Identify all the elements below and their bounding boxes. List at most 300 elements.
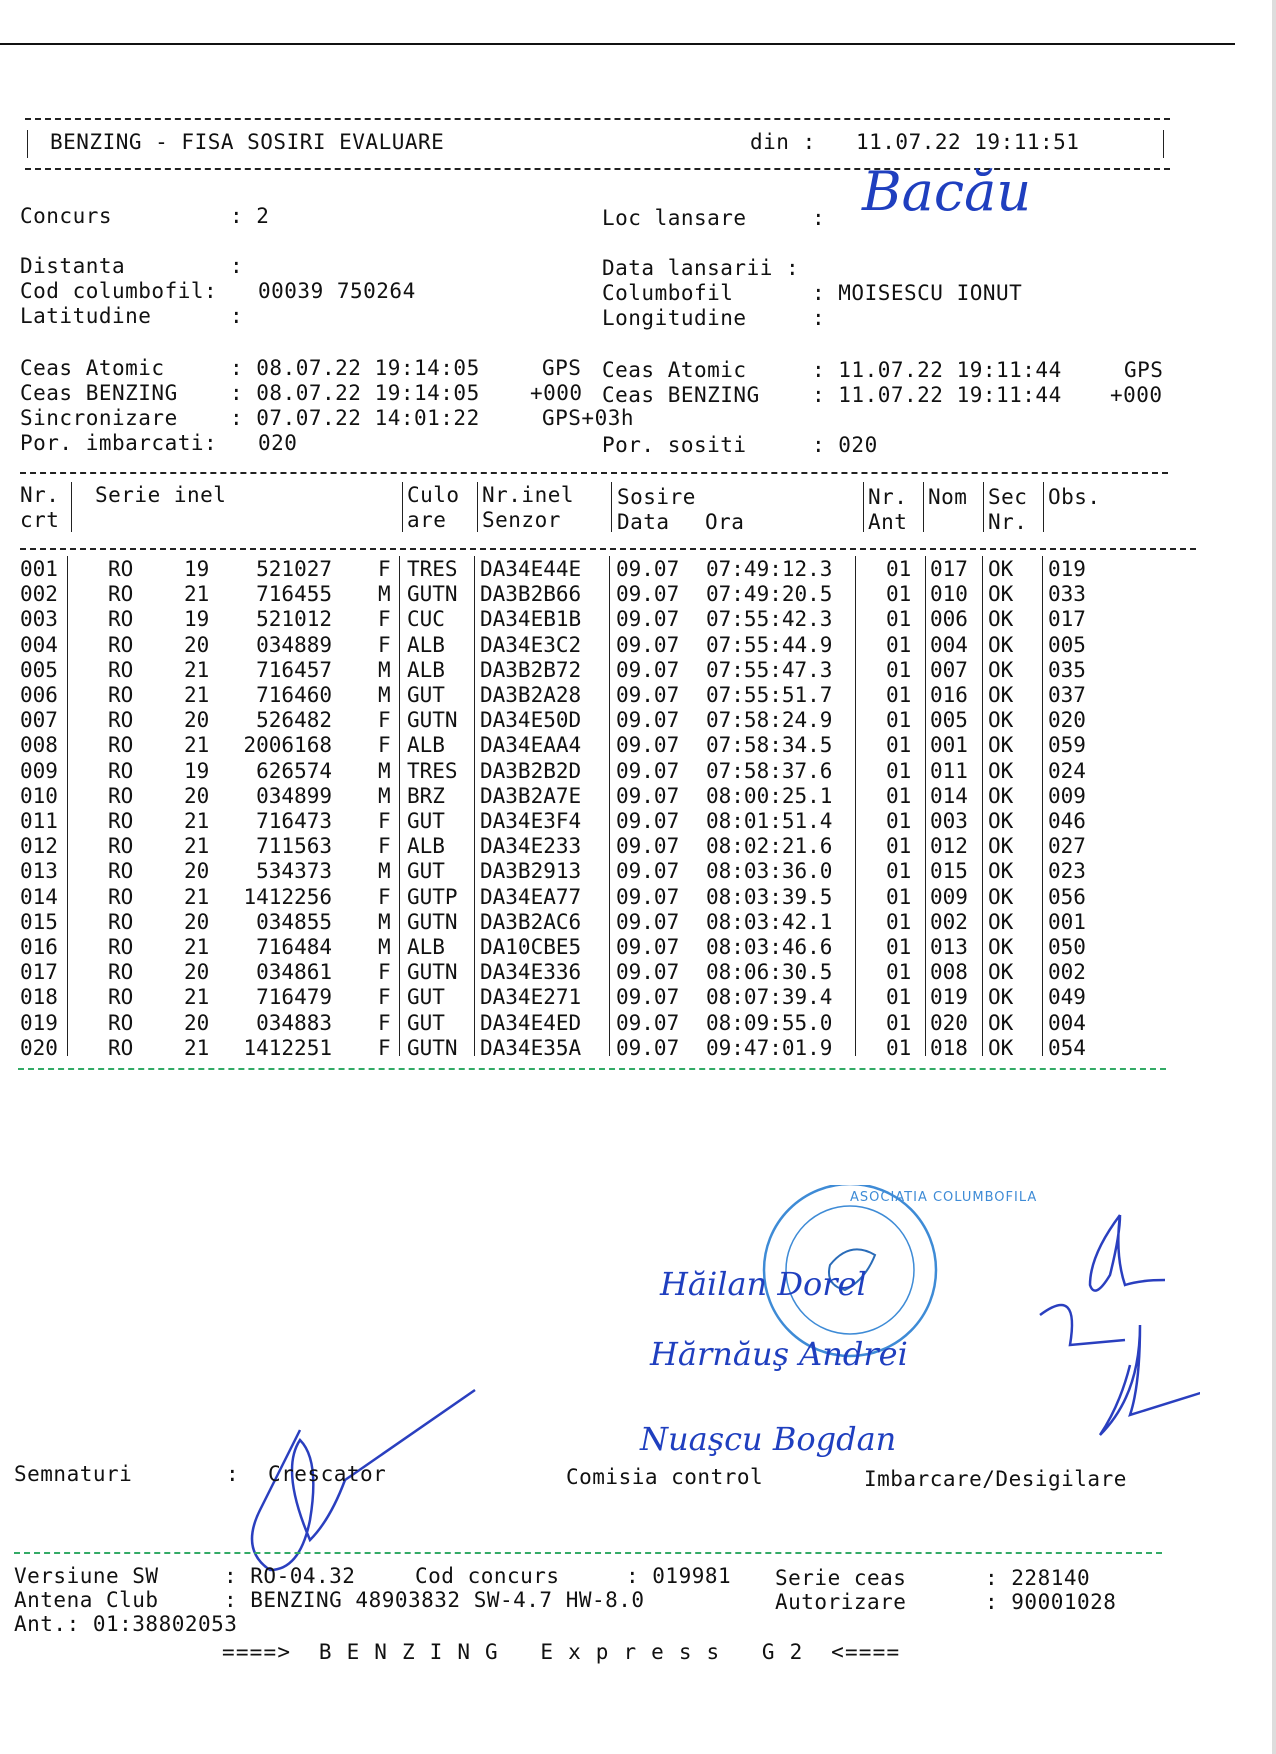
cell-antenna: 01 <box>886 758 912 783</box>
cell-nr-crt: 020 <box>20 1035 58 1060</box>
cell-ring-number: 034883 <box>256 1010 332 1035</box>
table-row <box>0 1011 1276 1036</box>
cell-sensor: DA3B2B72 <box>480 657 582 682</box>
cell-time: 08:01:51.4 <box>706 809 833 833</box>
cell-sensor: DA10CBE5 <box>480 935 582 959</box>
th-nr: Nr. <box>20 483 60 507</box>
autorizare-value: : 90001028 <box>985 1590 1117 1614</box>
cell-obs: 004 <box>1048 1010 1086 1035</box>
cell-sex: F <box>378 884 391 909</box>
cell-year: 20 <box>184 960 210 985</box>
cell-color: GUTN <box>407 582 458 607</box>
cell-time: 08:06:30.5 <box>706 960 833 985</box>
clock-left-label-1: Ceas Atomic <box>20 356 165 380</box>
cell-obs: 009 <box>1048 783 1086 808</box>
cell-time: 07:55:42.3 <box>706 607 833 632</box>
cell-antenna: 01 <box>886 783 912 808</box>
col-bar-4 <box>611 482 612 532</box>
longitudine-value: : <box>812 306 826 330</box>
cell-antenna: 01 <box>886 1035 912 1060</box>
cell-nr-crt: 007 <box>20 708 58 733</box>
cell-obs: 035 <box>1048 657 1086 682</box>
cell-sensor: DA34E3F4 <box>480 809 582 833</box>
table-row <box>0 733 1276 758</box>
cell-color: TRES <box>407 557 458 581</box>
cell-sensor: DA34E233 <box>480 834 582 859</box>
cell-obs: 046 <box>1048 809 1086 833</box>
cell-country: RO <box>108 582 134 607</box>
col-bar-7 <box>983 482 984 532</box>
table-row <box>0 683 1276 708</box>
cell-year: 21 <box>184 884 210 909</box>
clock-left-suffix-1: GPS <box>542 356 582 380</box>
cell-nom: 008 <box>930 960 968 985</box>
cell-antenna: 01 <box>886 607 912 632</box>
versiune-label: Versiune SW <box>14 1564 159 1588</box>
cell-nom: 010 <box>930 582 968 607</box>
cell-time: 07:58:37.6 <box>706 758 833 783</box>
cell-date: 09.07 <box>616 884 680 909</box>
semnaturi-label: Semnaturi <box>14 1462 133 1486</box>
table-row <box>0 658 1276 683</box>
cell-nr-crt: 009 <box>20 758 58 783</box>
cell-ring-number: 716457 <box>256 657 332 682</box>
por-imbarcati-label: Por. imbarcati: <box>20 431 218 455</box>
cell-ring-number: 626574 <box>256 758 332 783</box>
cell-year: 20 <box>184 708 210 733</box>
cell-time: 07:58:34.5 <box>706 733 833 758</box>
table-row <box>0 759 1276 784</box>
cell-sex: F <box>378 809 391 833</box>
cell-color: BRZ <box>407 783 445 808</box>
cell-sensor: DA3B2AC6 <box>480 909 582 934</box>
cell-date: 09.07 <box>616 834 680 859</box>
cell-country: RO <box>108 884 134 909</box>
cell-nom: 006 <box>930 607 968 632</box>
cell-sensor: DA3B2A28 <box>480 683 582 707</box>
col-bar-1 <box>71 482 72 532</box>
cell-nom: 004 <box>930 632 968 657</box>
cell-nom: 016 <box>930 683 968 707</box>
cell-nom: 003 <box>930 809 968 833</box>
cell-sex: M <box>378 758 391 783</box>
cell-color: ALB <box>407 657 445 682</box>
cell-time: 08:03:42.1 <box>706 909 833 934</box>
table-row <box>0 633 1276 658</box>
cell-antenna: 01 <box>886 557 912 581</box>
cell-nom: 019 <box>930 985 968 1010</box>
cell-ring-number: 034861 <box>256 960 332 985</box>
body-bar-5 <box>855 556 856 1056</box>
cell-sec: OK <box>988 960 1014 985</box>
cod-concurs-value: : 019981 <box>626 1564 732 1588</box>
cell-antenna: 01 <box>886 1010 912 1035</box>
cell-sex: M <box>378 859 391 884</box>
table-row <box>0 557 1276 582</box>
table-row <box>0 985 1276 1010</box>
cell-ring-number: 716484 <box>256 935 332 959</box>
col-bar-5 <box>863 482 864 532</box>
top-rule <box>0 43 1235 45</box>
handwritten-name-2: Hărnăuş Andrei <box>650 1335 908 1373</box>
th-culo: Culo <box>407 483 460 507</box>
cell-ring-number: 716455 <box>256 582 332 607</box>
antena-club-value: : BENZING 48903832 SW-4.7 HW-8.0 <box>224 1588 645 1612</box>
table-row <box>0 960 1276 985</box>
body-bar-3 <box>474 556 475 1056</box>
th-nr-inel: Nr.inel <box>482 483 575 507</box>
cell-sec: OK <box>988 607 1014 632</box>
clock-left-suffix-2: +000 <box>530 381 583 405</box>
cell-ring-number: 1412256 <box>243 884 332 909</box>
cell-country: RO <box>108 859 134 884</box>
cell-antenna: 01 <box>886 708 912 733</box>
cell-sec: OK <box>988 1035 1014 1060</box>
cell-year: 21 <box>184 657 210 682</box>
cell-color: ALB <box>407 632 445 657</box>
cell-antenna: 01 <box>886 884 912 909</box>
cell-time: 07:49:12.3 <box>706 557 833 581</box>
cell-country: RO <box>108 783 134 808</box>
cell-year: 19 <box>184 758 210 783</box>
cell-sec: OK <box>988 582 1014 607</box>
col-bar-8 <box>1043 482 1044 532</box>
din-value: 11.07.22 19:11:51 <box>856 130 1080 154</box>
cell-sensor: DA3B2B66 <box>480 582 582 607</box>
cell-country: RO <box>108 1010 134 1035</box>
clock-left-value-2: : 08.07.22 19:14:05 <box>230 381 480 405</box>
cell-color: ALB <box>407 733 445 758</box>
cell-sex: F <box>378 733 391 758</box>
cell-sex: M <box>378 582 391 607</box>
cell-time: 07:55:51.7 <box>706 683 833 707</box>
cell-sex: F <box>378 557 391 581</box>
cell-year: 20 <box>184 632 210 657</box>
cell-ring-number: 711563 <box>256 834 332 859</box>
cell-ring-number: 716473 <box>256 809 332 833</box>
th-sec: Sec <box>988 485 1028 509</box>
cell-nom: 015 <box>930 859 968 884</box>
cell-year: 19 <box>184 607 210 632</box>
cell-sex: M <box>378 935 391 959</box>
columbofil-label: Columbofil <box>602 281 734 305</box>
col-bar-2 <box>402 482 403 532</box>
columbofil-value: : MOISESCU IONUT <box>812 281 1023 305</box>
cell-year: 21 <box>184 733 210 758</box>
cell-country: RO <box>108 809 134 833</box>
cell-obs: 017 <box>1048 607 1086 632</box>
cell-antenna: 01 <box>886 657 912 682</box>
cell-obs: 020 <box>1048 708 1086 733</box>
cell-time: 07:58:24.9 <box>706 708 833 733</box>
cell-time: 08:03:46.6 <box>706 935 833 959</box>
cell-color: TRES <box>407 758 458 783</box>
data-lansarii-label: Data lansarii : <box>602 256 800 280</box>
table-rule-bottom <box>18 1068 1166 1070</box>
cell-ring-number: 716479 <box>256 985 332 1010</box>
cell-country: RO <box>108 708 134 733</box>
body-bar-4 <box>609 556 610 1056</box>
cell-nr-crt: 006 <box>20 683 58 707</box>
cell-ring-number: 2006168 <box>243 733 332 758</box>
cell-country: RO <box>108 960 134 985</box>
cell-sec: OK <box>988 935 1014 959</box>
th-senzor: Senzor <box>482 508 561 532</box>
cell-country: RO <box>108 632 134 657</box>
cell-color: CUC <box>407 607 445 632</box>
cell-sex: M <box>378 683 391 707</box>
cell-year: 20 <box>184 783 210 808</box>
cell-antenna: 01 <box>886 985 912 1010</box>
cell-nr-crt: 012 <box>20 834 58 859</box>
cell-country: RO <box>108 1035 134 1060</box>
cell-ring-number: 534373 <box>256 859 332 884</box>
header-rule-top <box>25 118 1170 120</box>
cell-sensor: DA34E4ED <box>480 1010 582 1035</box>
cell-obs: 050 <box>1048 935 1086 959</box>
th-data: Data <box>617 510 670 534</box>
cell-date: 09.07 <box>616 1035 680 1060</box>
cell-sensor: DA34E3C2 <box>480 632 582 657</box>
cell-color: GUTN <box>407 960 458 985</box>
cell-sensor: DA3B2913 <box>480 859 582 884</box>
body-bar-1 <box>67 556 68 1056</box>
cell-sensor: DA34EAA4 <box>480 733 582 758</box>
cell-color: ALB <box>407 834 445 859</box>
cell-country: RO <box>108 733 134 758</box>
table-row <box>0 708 1276 733</box>
latitudine-value: : <box>230 304 244 328</box>
cell-year: 21 <box>184 809 210 833</box>
cell-sensor: DA34E44E <box>480 557 582 581</box>
cell-nom: 005 <box>930 708 968 733</box>
clock-right-suffix-2: +000 <box>1110 383 1163 407</box>
cell-sec: OK <box>988 1010 1014 1035</box>
table-row <box>0 834 1276 859</box>
cell-nr-crt: 010 <box>20 783 58 808</box>
cell-obs: 056 <box>1048 884 1086 909</box>
cell-year: 21 <box>184 1035 210 1060</box>
cell-sensor: DA3B2B2D <box>480 758 582 783</box>
cell-time: 08:03:36.0 <box>706 859 833 884</box>
clock-right-value-1: : 11.07.22 19:11:44 <box>812 358 1062 382</box>
cell-sensor: DA34E271 <box>480 985 582 1010</box>
por-sositi-value: : 020 <box>812 433 878 457</box>
cell-nr-crt: 008 <box>20 733 58 758</box>
serie-ceas-label: Serie ceas <box>775 1566 907 1590</box>
handwritten-name-3: Nuaşcu Bogdan <box>640 1420 897 1458</box>
cell-nr-crt: 001 <box>20 557 58 581</box>
table-row <box>0 607 1276 632</box>
cell-sex: M <box>378 657 391 682</box>
cell-year: 20 <box>184 909 210 934</box>
cell-time: 07:55:47.3 <box>706 657 833 682</box>
brand-line: ====> B E N Z I N G E x p r e s s G 2 <==== <box>222 1640 901 1664</box>
cell-color: GUT <box>407 809 445 833</box>
table-rule-mid <box>20 548 1196 550</box>
cell-sec: OK <box>988 783 1014 808</box>
loc-lansare-label: Loc lansare <box>602 206 747 230</box>
cell-sec: OK <box>988 909 1014 934</box>
cell-sex: M <box>378 783 391 808</box>
cell-obs: 023 <box>1048 859 1086 884</box>
cell-nom: 020 <box>930 1010 968 1035</box>
cod-concurs-label: Cod concurs <box>415 1564 560 1588</box>
cell-nr-crt: 002 <box>20 582 58 607</box>
cell-nom: 012 <box>930 834 968 859</box>
th-crt: crt <box>20 508 60 532</box>
cell-nom: 001 <box>930 733 968 758</box>
cell-sensor: DA34E336 <box>480 960 582 985</box>
cell-antenna: 01 <box>886 582 912 607</box>
cell-antenna: 01 <box>886 683 912 707</box>
body-bar-8 <box>1042 556 1043 1056</box>
comisia-control-label: Comisia control <box>566 1465 764 1489</box>
cell-sex: F <box>378 632 391 657</box>
cell-obs: 005 <box>1048 632 1086 657</box>
cell-nr-crt: 005 <box>20 657 58 682</box>
cell-color: GUTN <box>407 909 458 934</box>
col-bar-3 <box>477 482 478 532</box>
cell-ring-number: 526482 <box>256 708 332 733</box>
stamp-text: ASOCIATIA COLUMBOFILA <box>850 1190 1038 1205</box>
cell-nom: 013 <box>930 935 968 959</box>
cell-country: RO <box>108 985 134 1010</box>
table-row <box>0 1036 1276 1061</box>
semnaturi-sep: : <box>226 1462 240 1486</box>
latitudine-label: Latitudine <box>20 304 152 328</box>
cell-date: 09.07 <box>616 582 680 607</box>
cell-country: RO <box>108 834 134 859</box>
clock-left-label-2: Ceas BENZING <box>20 381 178 405</box>
cell-sensor: DA3B2A7E <box>480 783 582 808</box>
distanta-value: : <box>230 254 244 278</box>
cell-sec: OK <box>988 859 1014 884</box>
cell-sex: F <box>378 834 391 859</box>
cell-country: RO <box>108 935 134 959</box>
distanta-label: Distanta <box>20 254 126 278</box>
th-ora: Ora <box>705 510 745 534</box>
cell-ring-number: 034855 <box>256 909 332 934</box>
cell-date: 09.07 <box>616 809 680 833</box>
cell-sec: OK <box>988 985 1014 1010</box>
concurs-value: : 2 <box>230 204 270 228</box>
cell-antenna: 01 <box>886 809 912 833</box>
cell-sec: OK <box>988 834 1014 859</box>
cell-sensor: DA34EB1B <box>480 607 582 632</box>
cell-sex: F <box>378 708 391 733</box>
cell-date: 09.07 <box>616 909 680 934</box>
por-sositi-label: Por. sositi <box>602 433 747 457</box>
cell-obs: 001 <box>1048 909 1086 934</box>
cell-nom: 018 <box>930 1035 968 1060</box>
cell-ring-number: 1412251 <box>243 1035 332 1060</box>
cell-date: 09.07 <box>616 985 680 1010</box>
cell-country: RO <box>108 557 134 581</box>
clock-left-value-1: : 08.07.22 19:14:05 <box>230 356 480 380</box>
cell-antenna: 01 <box>886 859 912 884</box>
footer-rule <box>14 1552 1162 1554</box>
cell-date: 09.07 <box>616 632 680 657</box>
handwritten-name-1: Hăilan Dorel <box>660 1265 867 1303</box>
cell-sex: F <box>378 1010 391 1035</box>
cell-time: 07:49:20.5 <box>706 582 833 607</box>
cell-sec: OK <box>988 708 1014 733</box>
clock-right-label-2: Ceas BENZING <box>602 383 760 407</box>
cell-antenna: 01 <box>886 733 912 758</box>
cell-date: 09.07 <box>616 683 680 707</box>
cell-time: 09:47:01.9 <box>706 1035 833 1060</box>
cell-sex: F <box>378 985 391 1010</box>
cell-date: 09.07 <box>616 557 680 581</box>
clock-right-label-1: Ceas Atomic <box>602 358 747 382</box>
clock-left-label-3: Sincronizare <box>20 406 178 430</box>
cell-date: 09.07 <box>616 657 680 682</box>
clock-left-value-3: : 07.07.22 14:01:22 <box>230 406 480 430</box>
cell-sec: OK <box>988 884 1014 909</box>
cell-nr-crt: 017 <box>20 960 58 985</box>
cell-ring-number: 034899 <box>256 783 332 808</box>
cod-columbofil-label: Cod columbofil: <box>20 279 218 303</box>
cell-sec: OK <box>988 733 1014 758</box>
antena-club-label: Antena Club <box>14 1588 159 1612</box>
cell-country: RO <box>108 758 134 783</box>
cell-date: 09.07 <box>616 733 680 758</box>
longitudine-label: Longitudine <box>602 306 747 330</box>
document-title: BENZING - FISA SOSIRI EVALUARE <box>50 130 445 154</box>
cell-year: 21 <box>184 683 210 707</box>
cell-color: GUT <box>407 683 445 707</box>
cell-nr-crt: 011 <box>20 809 58 833</box>
cell-year: 20 <box>184 859 210 884</box>
cell-date: 09.07 <box>616 758 680 783</box>
cell-sec: OK <box>988 809 1014 833</box>
autorizare-label: Autorizare <box>775 1590 907 1614</box>
ant-line: Ant.: 01:38802053 <box>14 1612 238 1636</box>
cell-sec: OK <box>988 632 1014 657</box>
cell-obs: 002 <box>1048 960 1086 985</box>
body-bar-6 <box>925 556 926 1056</box>
cell-nom: 002 <box>930 909 968 934</box>
din-label: din : <box>750 130 816 154</box>
cell-nr-crt: 019 <box>20 1010 58 1035</box>
cell-time: 08:07:39.4 <box>706 985 833 1010</box>
cell-time: 08:09:55.0 <box>706 1010 833 1035</box>
th-nom: Nom <box>928 485 968 509</box>
cell-country: RO <box>108 683 134 707</box>
cell-date: 09.07 <box>616 859 680 884</box>
cell-nr-crt: 014 <box>20 884 58 909</box>
cell-sensor: DA34E50D <box>480 708 582 733</box>
cell-nom: 009 <box>930 884 968 909</box>
table-rule-top <box>20 472 1168 474</box>
table-row <box>0 582 1276 607</box>
cell-antenna: 01 <box>886 632 912 657</box>
cell-color: GUTN <box>407 708 458 733</box>
cell-date: 09.07 <box>616 783 680 808</box>
cell-color: GUTN <box>407 1035 458 1060</box>
cell-color: GUT <box>407 859 445 884</box>
cell-nom: 017 <box>930 557 968 581</box>
cell-year: 21 <box>184 834 210 859</box>
table-row <box>0 935 1276 960</box>
cell-obs: 054 <box>1048 1035 1086 1060</box>
cell-color: ALB <box>407 935 445 959</box>
cell-ring-number: 521012 <box>256 607 332 632</box>
th-obs: Obs. <box>1048 485 1101 509</box>
cell-country: RO <box>108 607 134 632</box>
cell-obs: 037 <box>1048 683 1086 707</box>
